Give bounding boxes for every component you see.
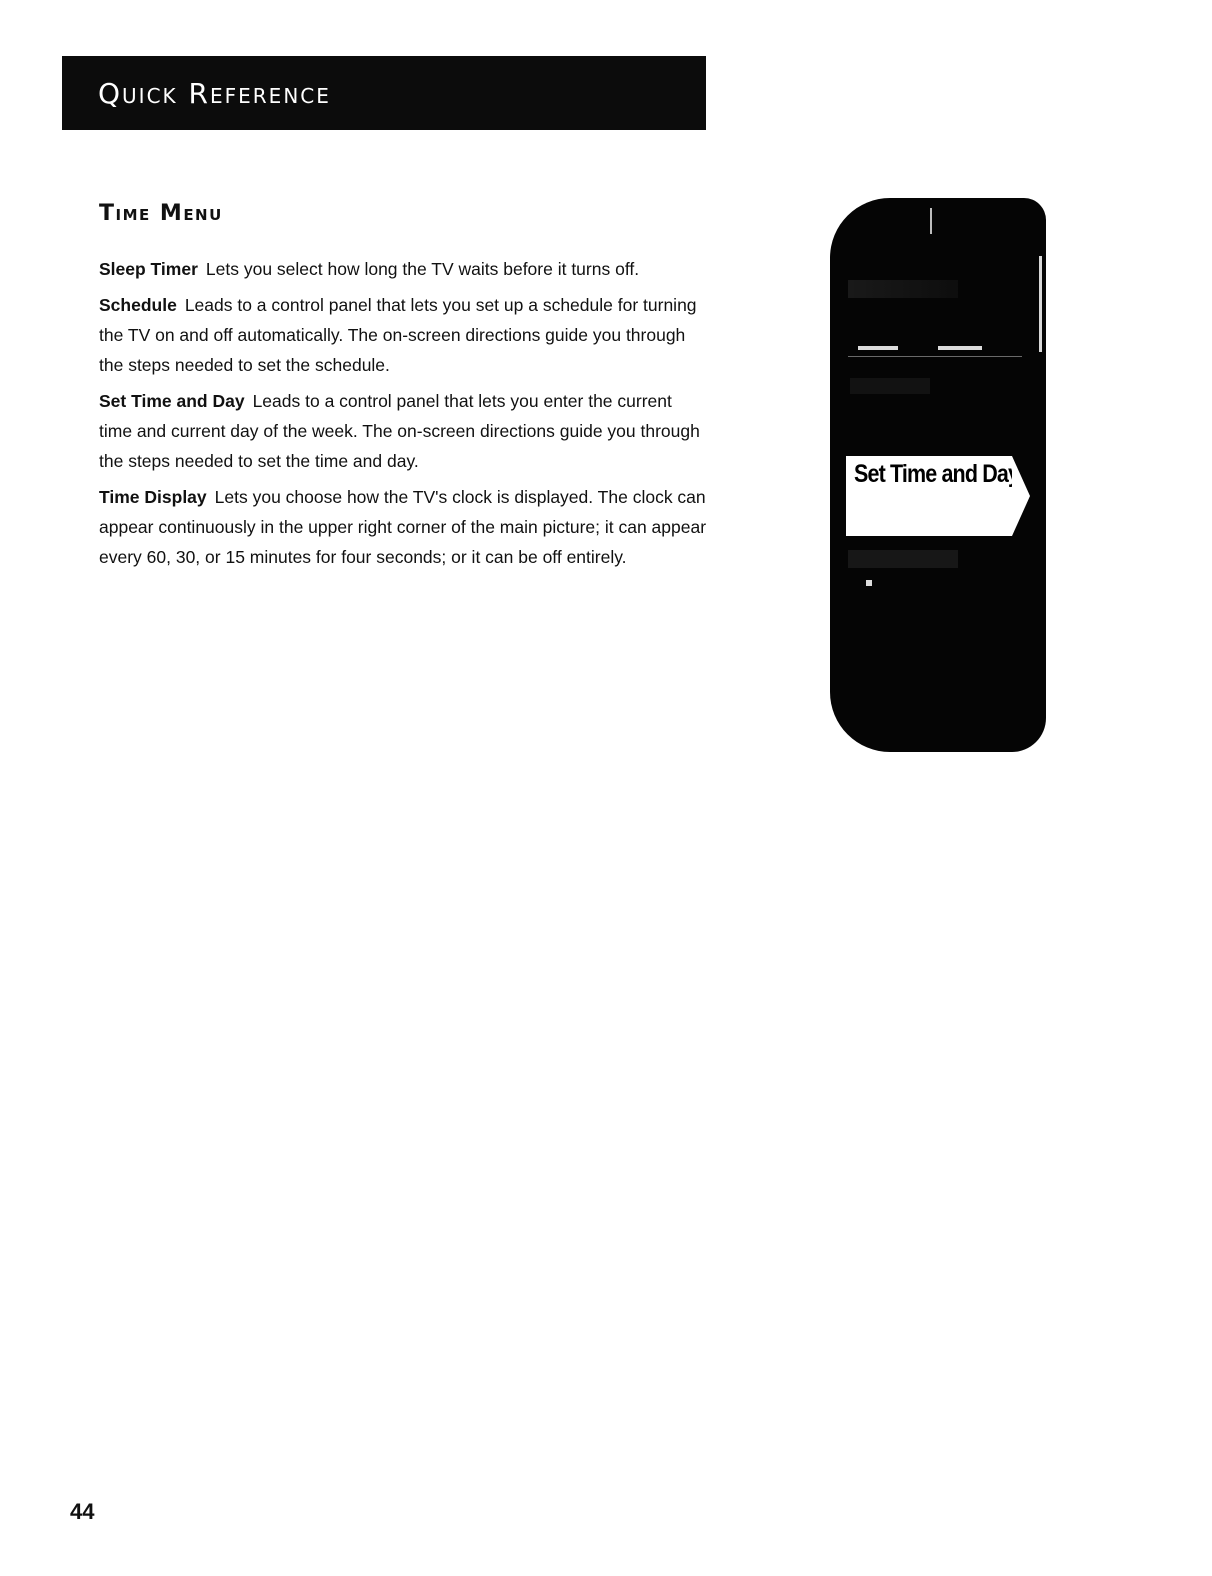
entry-sleep-timer bbox=[99, 254, 709, 284]
menu-divider-line bbox=[1039, 256, 1042, 352]
entry-description: Leads to a control panel that lets you set up a schedule for turning the TV on and off automatically. The on-screen directions guide you through the steps needed to set the schedule. bbox=[99, 295, 697, 375]
entry-term: Schedule bbox=[99, 295, 177, 315]
bullet-icon bbox=[866, 580, 872, 586]
entry-description: Lets you choose how the TV's clock is displayed. The clock can appear continuously in the upper right corner of the main picture; it can appear every 60, 30, or 15 minutes for four seconds; or it can be off entirely. bbox=[99, 487, 707, 567]
faded-menu-text bbox=[850, 378, 930, 394]
selected-item-label: Set Time and Day bbox=[854, 460, 1020, 488]
menu-item-selected[interactable] bbox=[846, 456, 1020, 536]
page-header-title: Quick Reference bbox=[98, 77, 331, 110]
menu-divider-line bbox=[938, 346, 982, 350]
faded-menu-text bbox=[848, 280, 958, 298]
entry-term: Set Time and Day bbox=[99, 391, 245, 411]
header-band bbox=[62, 56, 706, 130]
entry-time-display bbox=[99, 482, 709, 572]
entry-term: Sleep Timer bbox=[99, 259, 198, 279]
entry-set-time-and-day bbox=[99, 386, 709, 476]
entry-description: Lets you select how long the TV waits before it turns off. bbox=[205, 259, 640, 279]
section-title: Time Menu bbox=[99, 201, 223, 226]
menu-descriptions bbox=[99, 254, 709, 578]
entry-schedule bbox=[99, 290, 709, 380]
selection-pointer-icon bbox=[1012, 456, 1030, 536]
menu-divider-line bbox=[930, 208, 932, 234]
menu-divider-line bbox=[848, 356, 1022, 357]
entry-term: Time Display bbox=[99, 487, 207, 507]
page-number: 44 bbox=[70, 1499, 95, 1524]
faded-menu-text bbox=[848, 550, 958, 568]
entry-description: Leads to a control panel that lets you enter the current time and current day of the week. The on-screen directions guide you through the steps needed to set the time and day. bbox=[99, 391, 700, 471]
menu-divider-line bbox=[858, 346, 898, 350]
tv-menu-screenshot bbox=[830, 198, 1046, 752]
